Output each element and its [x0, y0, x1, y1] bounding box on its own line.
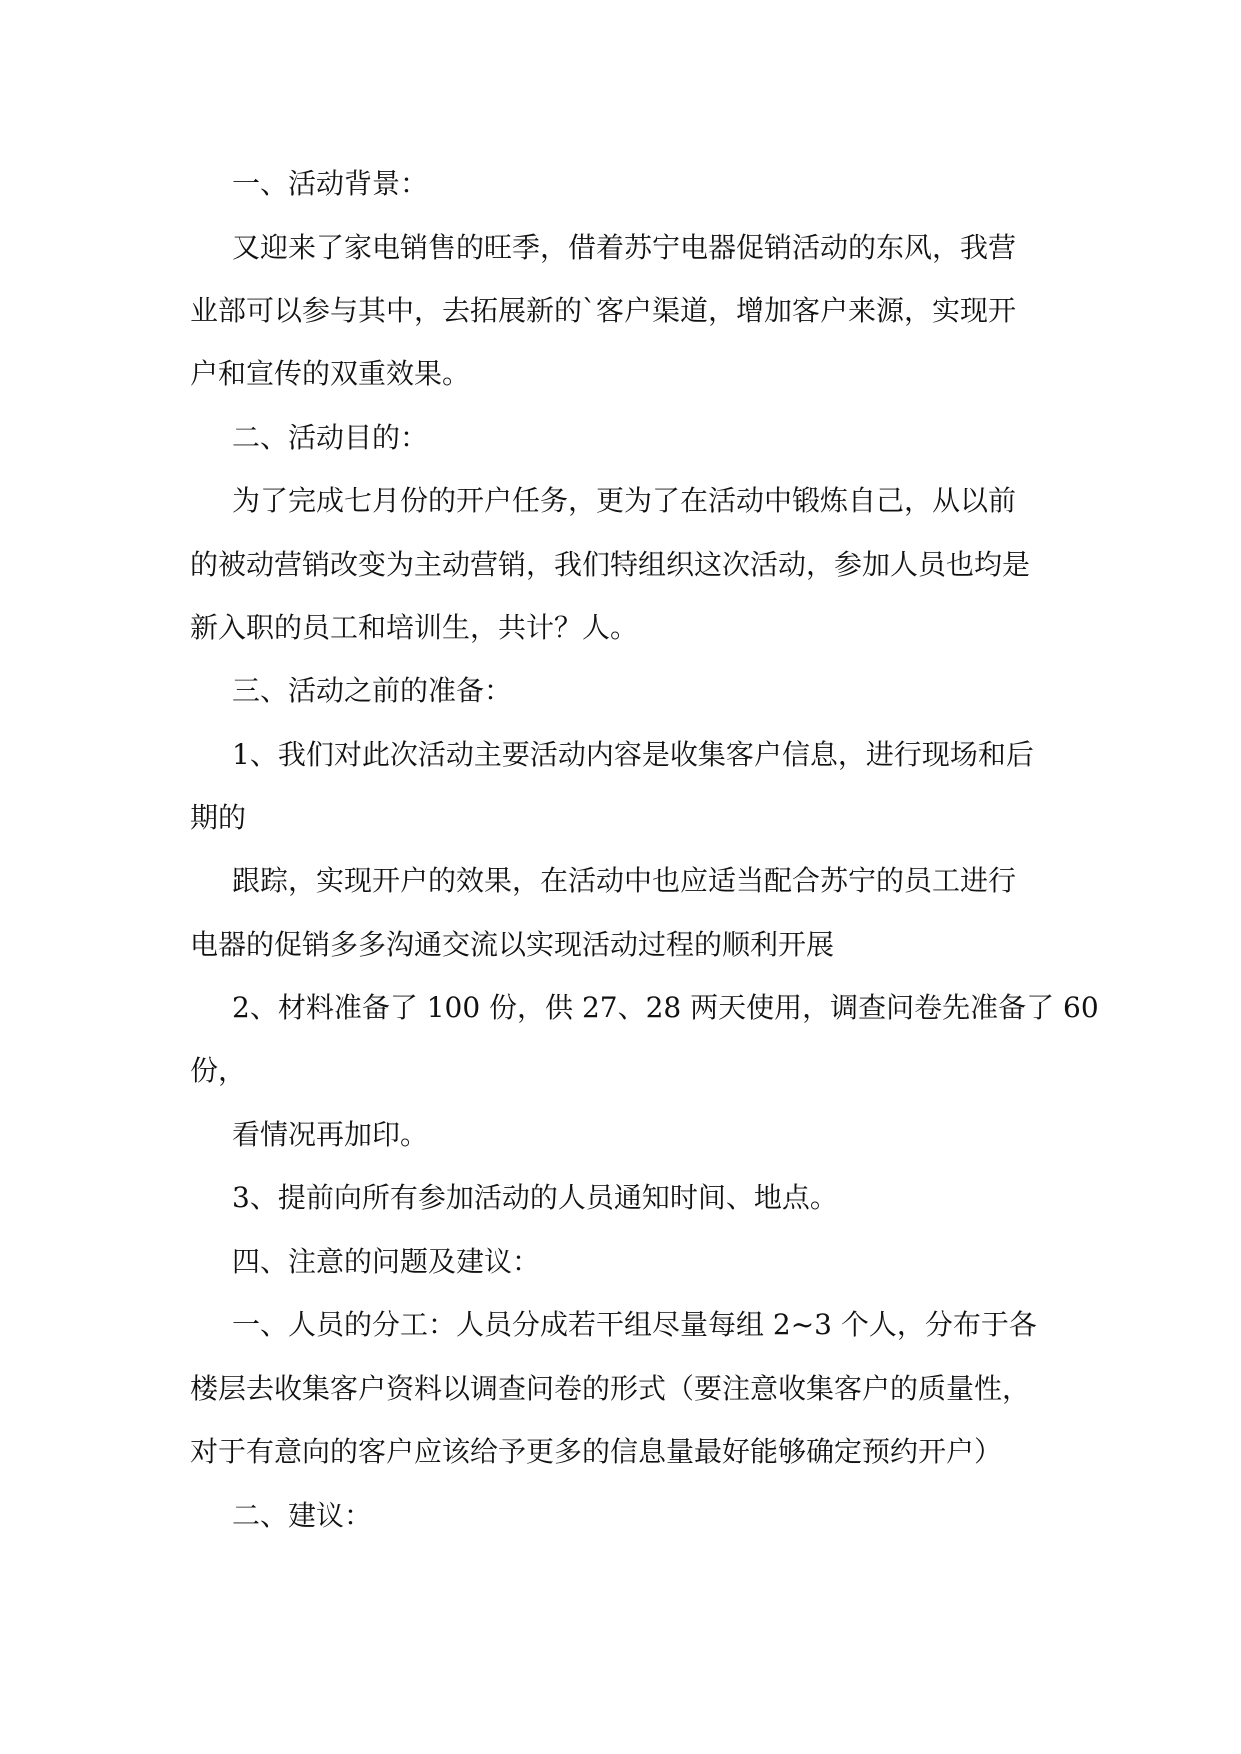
- heading-preparation: 三、活动之前的准备：: [232, 674, 513, 707]
- paragraph-line: 对于有意向的客户应该给予更多的信息量最好能够确定预约开户）: [190, 1435, 1003, 1468]
- heading-notes: 四、注意的问题及建议：: [232, 1245, 541, 1278]
- paragraph-line: 为了完成七月份的开户任务，更为了在活动中锻炼自己，从以前: [232, 484, 1017, 517]
- paragraph-line: 2、材料准备了 100 份，供 27、28 两天使用，调查问卷先准备了 60: [232, 991, 1099, 1024]
- paragraph-line: 跟踪，实现开户的效果，在活动中也应适当配合苏宁的员工进行: [232, 864, 1017, 897]
- paragraph-line: 的被动营销改变为主动营销，我们特组织这次活动，参加人员也均是: [190, 548, 1031, 581]
- paragraph-line: 电器的促销多多沟通交流以实现活动过程的顺利开展: [190, 928, 835, 961]
- paragraph-line: 一、人员的分工：人员分成若干组尽量每组 2~3 个人，分布于各: [232, 1308, 1037, 1341]
- paragraph-line: 3、提前向所有参加活动的人员通知时间、地点。: [232, 1181, 838, 1214]
- paragraph-line: 又迎来了家电销售的旺季，借着苏宁电器促销活动的东风，我营: [232, 231, 1017, 264]
- paragraph-line: 份，: [190, 1054, 247, 1087]
- paragraph-line: 楼层去收集客户资料以调查问卷的形式（要注意收集客户的质量性，: [190, 1372, 1031, 1405]
- paragraph-line: 期的: [190, 801, 247, 834]
- paragraph-line: 新入职的员工和培训生，共计？人。: [190, 611, 639, 644]
- heading-background: 一、活动背景：: [232, 167, 429, 200]
- paragraph-line: 1、我们对此次活动主要活动内容是收集客户信息，进行现场和后: [232, 738, 1034, 771]
- paragraph-line: 业部可以参与其中，去拓展新的`客户渠道，增加客户来源，实现开: [190, 294, 1017, 327]
- heading-suggestions: 二、建议：: [232, 1499, 373, 1532]
- heading-purpose: 二、活动目的：: [232, 421, 429, 454]
- paragraph-line: 户和宣传的双重效果。: [190, 357, 471, 390]
- paragraph-line: 看情况再加印。: [232, 1118, 429, 1151]
